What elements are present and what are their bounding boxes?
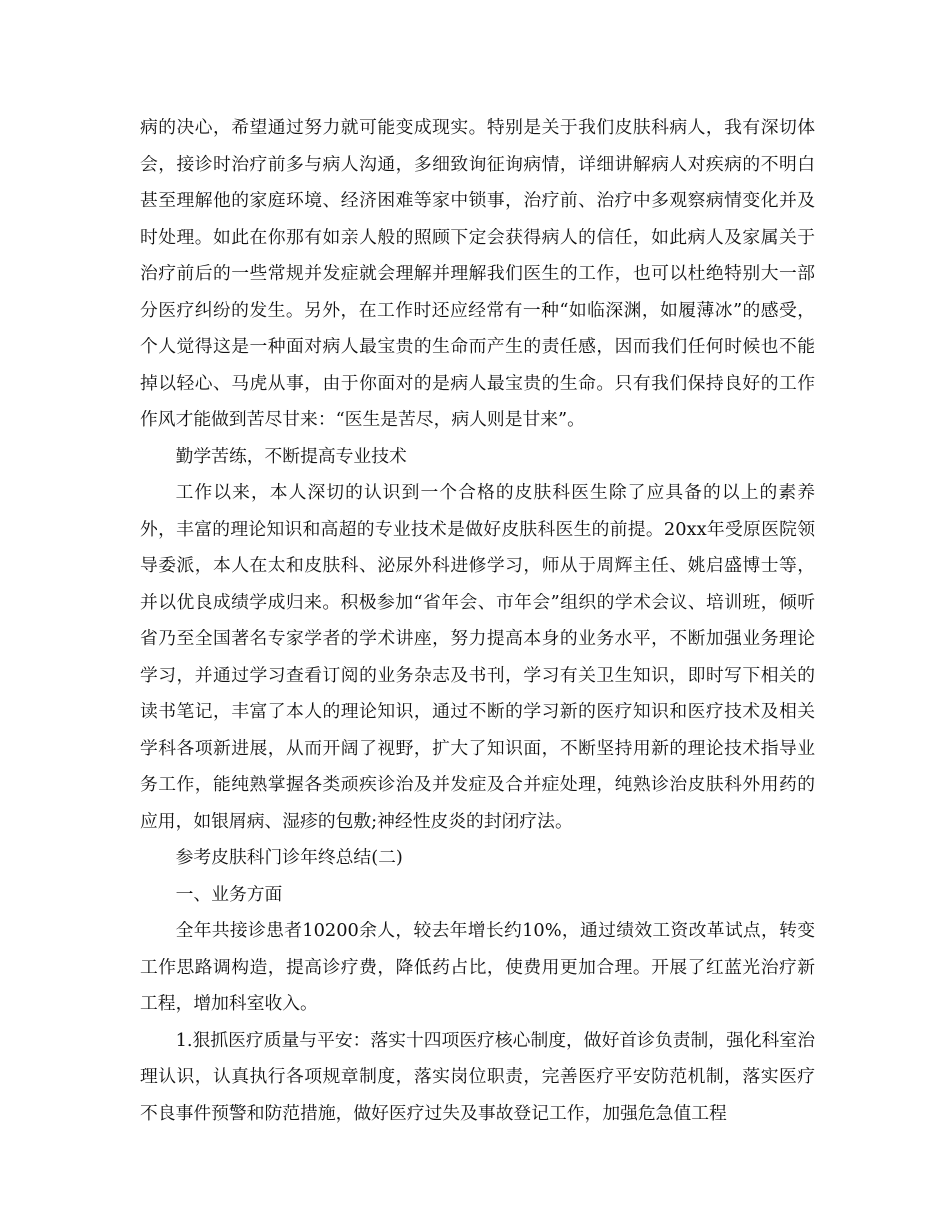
document-subtitle: 参考皮肤科门诊年终总结(二) [175, 847, 403, 868]
section-heading-business: 一、业务方面 [175, 883, 283, 905]
section-heading-study: 勤学苦练，不断提高专业技术 [175, 445, 407, 467]
paragraph-continuation: 病的决心，希望通过努力就可能变成现实。特别是关于我们皮肤科病人，我有深切体会，接诊时治疗前多与病人沟通，多细致询征询病情，详细讲解病人对疾病的不明白甚至理解他的家庭环境、经济困难等家中锁事，治疗前、治疗中多观察病情变化并及时处理。如此在你那有如亲人般的照顾下定会获得病人的信任，如此病人及家属关于治疗前后的一些常规并发症就会理解并理解我们医生的工作，也可以杜绝特别大一部分医疗纠纷的发生。另外，在工作时还应经常有一种“如临深渊，如履薄冰”的感受，个人觉得这是一种面对病人最宝贵的生命而产生的责任感，因而我们任何时候也不能掉以轻心、马虎从事，由于你面对的是病人最宝贵的生命。只有我们保持良好的工作作风才能做到苦尽甘来：“医生是苦尽，病人则是甘来”。 [140, 117, 815, 430]
paragraph-quality-safety: 1.狠抓医疗质量与平安：落实十四项医疗核心制度，做好首诊负责制，强化科室治理认识，认真执行各项规章制度，落实岗位职责，完善医疗平安防范机制，落实医疗不良事件预警和防范措施，做好医疗过失及事故登记工作，加强危急值工程 [140, 1029, 815, 1124]
paragraph-study-details: 工作以来，本人深切的认识到一个合格的皮肤科医生除了应具备的以上的素养外，丰富的理论知识和高超的专业技术是做好皮肤科医生的前提。20xx年受原医院领导委派，本人在太和皮肤科、泌尿外科进修学习，师从于周辉主任、姚启盛博士等，并以优良成绩学成归来。积极参加“省年会、市年会”组织的学术会议、培训班，倾听省乃至全国著名专家学者的学术讲座，努力提高本身的业务水平，不断加强业务理论学习，并通过学习查看订阅的业务杂志及书刊，学习有关卫生知识，即时写下相关的读书笔记，丰富了本人的理论知识，通过不断的学习新的医疗知识和医疗技术及相关学科各项新进展，从而开阔了视野，扩大了知识面，不断坚持用新的理论技术指导业务工作，能纯熟掌握各类顽疾诊治及并发症及合并症处理，纯熟诊治皮肤科外用药的应用，如银屑病、湿疹的包敷;神经性皮炎的封闭疗法。 [140, 482, 815, 832]
paragraph-business-summary: 全年共接诊患者10200余人，较去年增长约10%，通过绩效工资改革试点，转变工作思路调构造，提高诊疗费，降低药占比，使费用更加合理。开展了红蓝光治疗新工程，增加科室收入。 [140, 920, 815, 1014]
document-body [140, 110, 815, 1132]
